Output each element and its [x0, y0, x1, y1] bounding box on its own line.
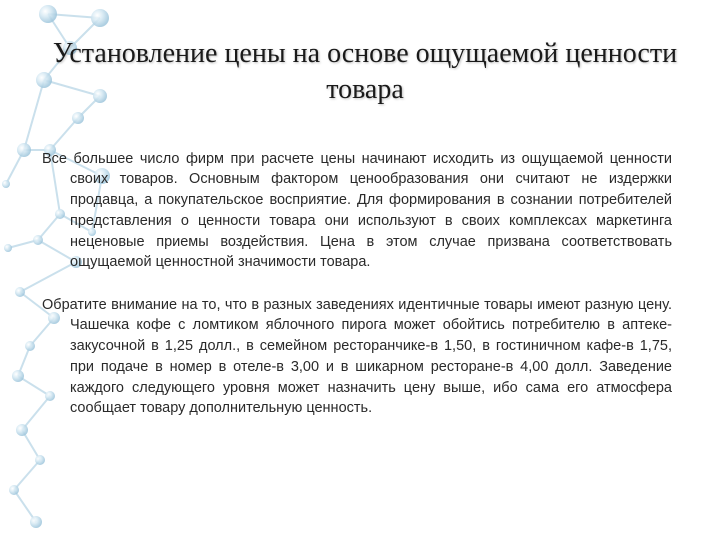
- molecule-atom: [17, 143, 31, 157]
- molecule-bond: [50, 118, 78, 150]
- molecule-atom: [9, 485, 19, 495]
- molecule-atom: [15, 287, 25, 297]
- paragraph-2: Обратите внимание на то, что в разных заведениях идентичные товары имеют разную цену. Чашечка кофе с ломтиком яблочного пирога может обойтись потребителю в аптеке-закусочной в 1,25 долл., в семейном ресторанчике-в 1,50, в гостиничном кафе-в 1,75, при подаче в номер в отеле-в 3,00 и в шикарном ресторане-в 4,00 долл. Заведение каждого следующего уровня может назначить цену выше, ибо сама его атмосфера сообщает товару дополнительную ценность.: [42, 296, 672, 417]
- molecule-atom: [16, 424, 28, 436]
- paragraph-1: Все большее число фирм при расчете цены начинают исходить из ощущаемой ценности своих товаров. Основным фактором ценообразования они считают не издержки продавца, а покупательское восприятие. Для формирования в сознании потребителей представления о ценности товара они используют в своих комплексах маркетинга неценовые приемы воздействия. Цена в этом случае призвана соответствовать ощущаемой ценностной значимости товара.: [42, 150, 672, 271]
- molecule-atom: [2, 180, 10, 188]
- molecule-bond: [14, 460, 40, 490]
- molecule-atom: [39, 5, 57, 23]
- molecule-atom: [4, 244, 12, 252]
- molecule-atom: [72, 112, 84, 124]
- molecule-atom: [30, 516, 42, 528]
- slide-title: Установление цены на основе ощущаемой ценности товара: [52, 38, 678, 105]
- molecule-atom: [35, 455, 45, 465]
- molecule-atom: [91, 9, 109, 27]
- molecule-atom: [12, 370, 24, 382]
- molecule-atom: [25, 341, 35, 351]
